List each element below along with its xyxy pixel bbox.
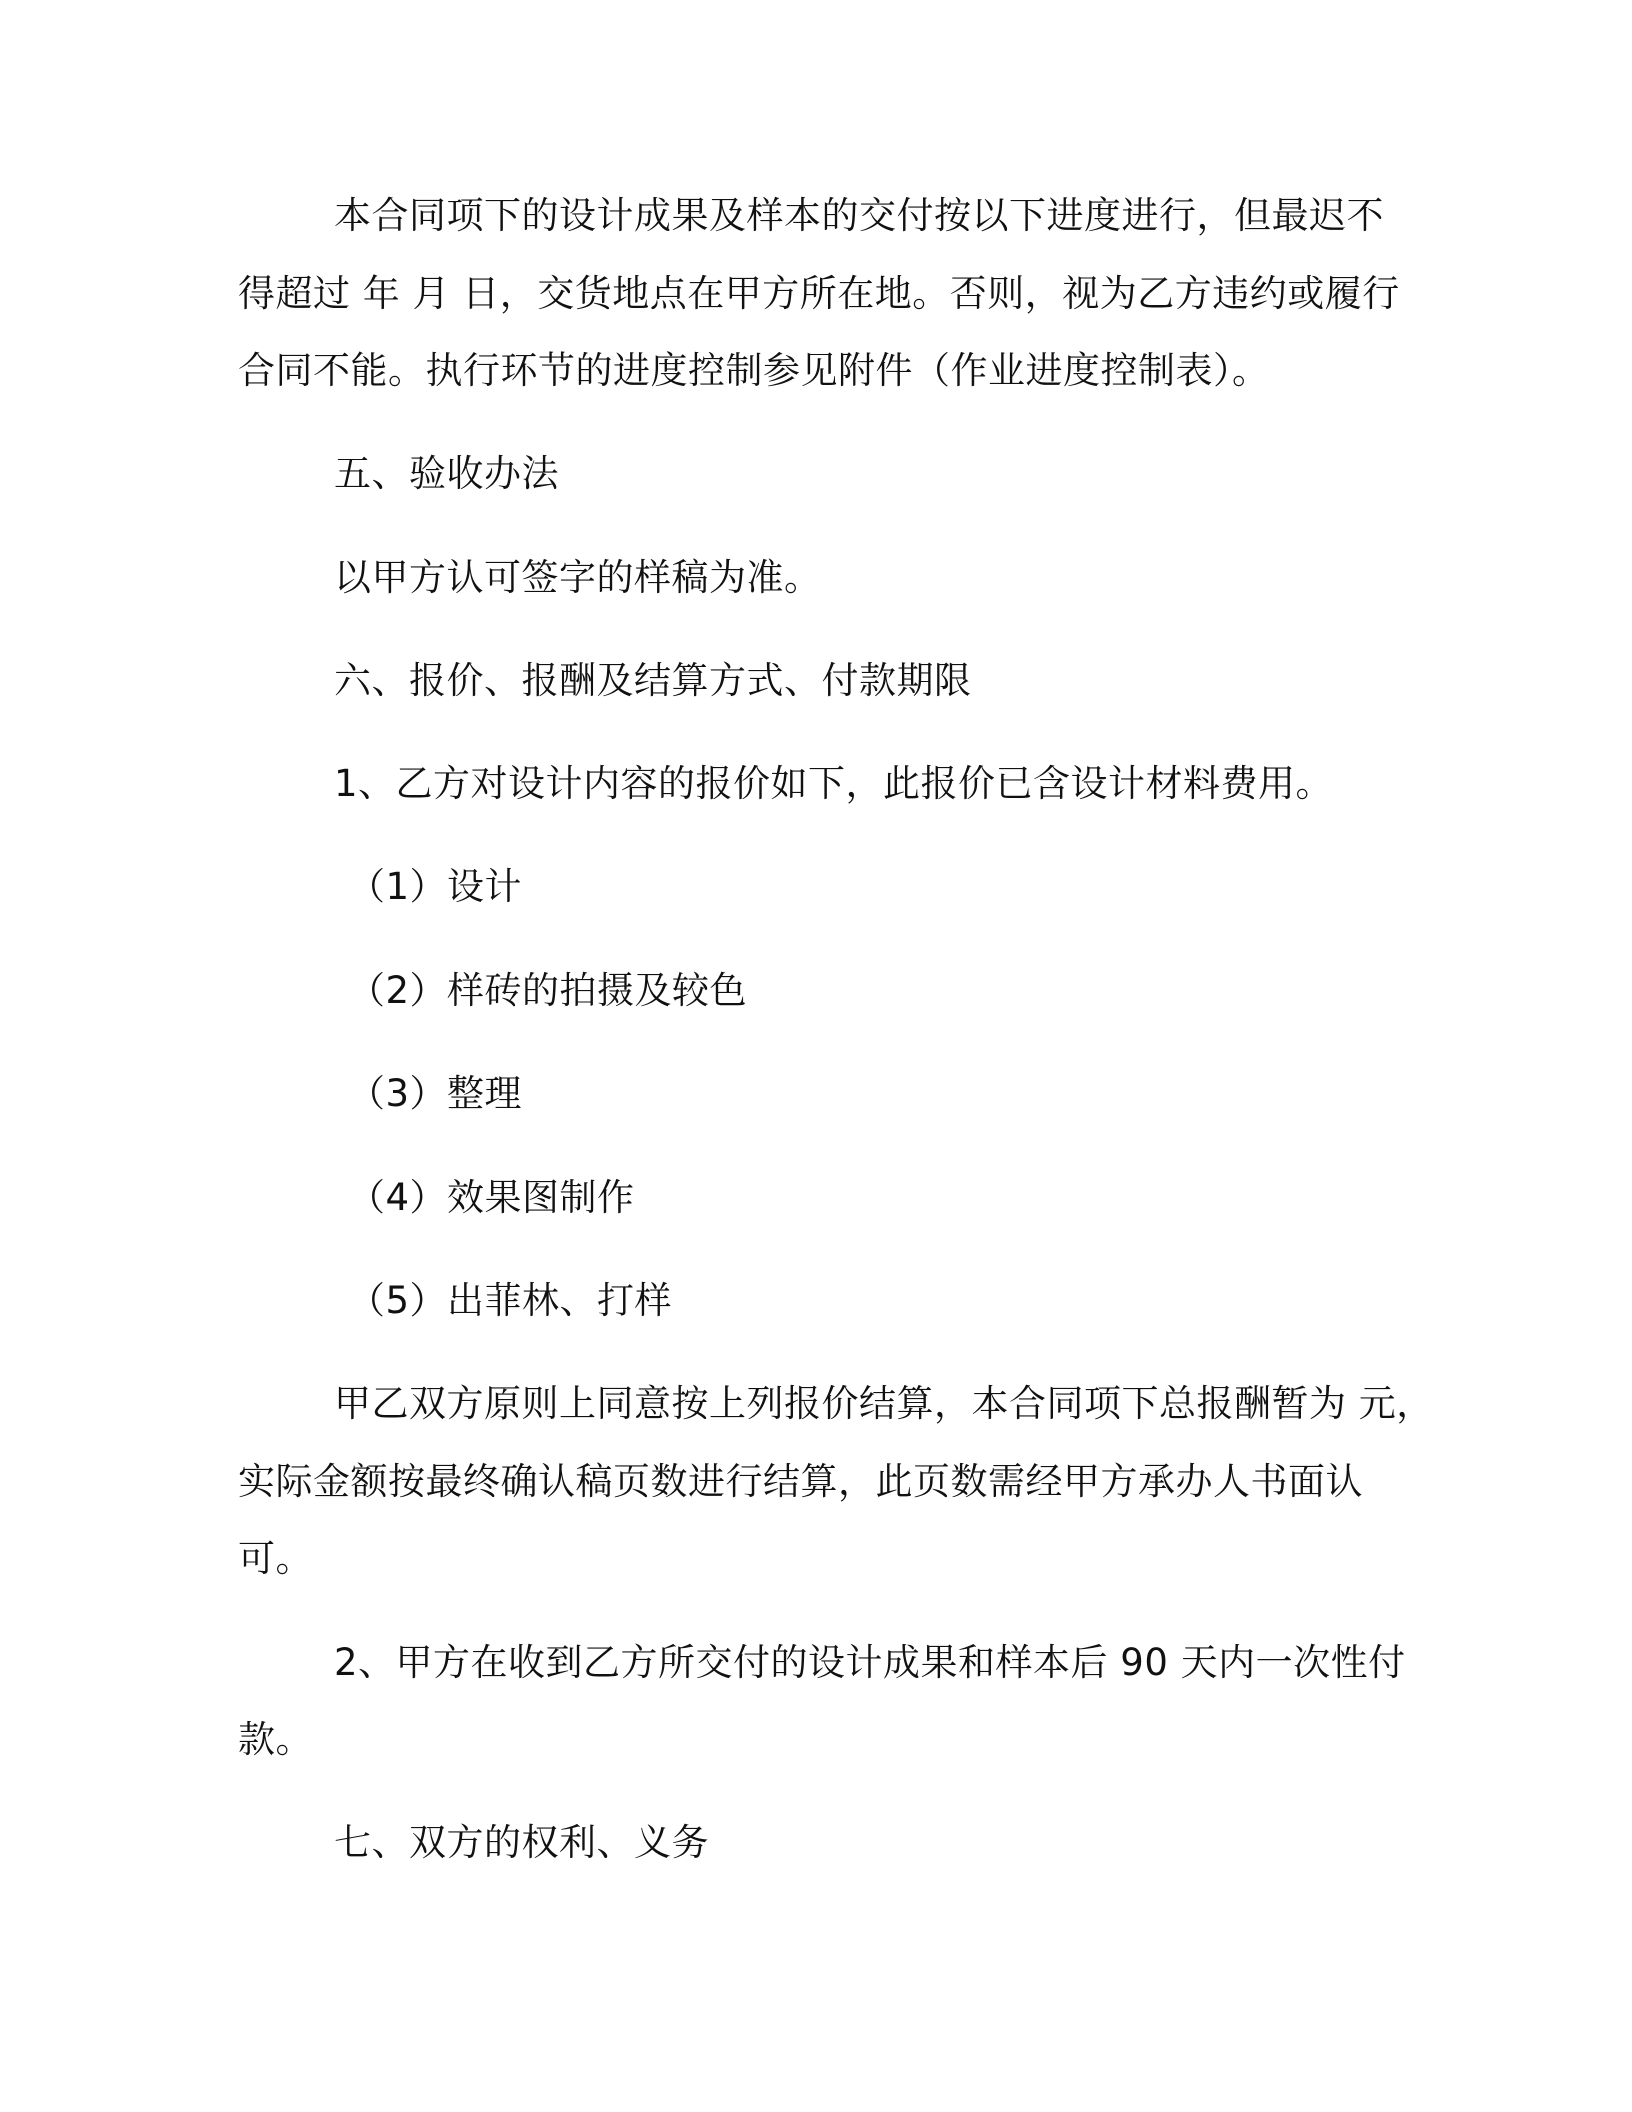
section-5-text: 以甲方认可签字的样稿为准。 <box>334 556 822 599</box>
settlement-line-1: 甲乙双方原则上同意按上列报价结算，本合同项下总报酬暂为 元， <box>334 1382 1434 1425</box>
price-item: （2）样砖的拍摄及较色 <box>348 969 748 1012</box>
section-7-heading: 七、双方的权利、义务 <box>334 1821 709 1864</box>
price-item: （3）整理 <box>348 1072 523 1115</box>
section-5-heading: 五、验收办法 <box>334 452 559 495</box>
clause-2-line-2: 款。 <box>238 1718 313 1761</box>
section-6-heading: 六、报价、报酬及结算方式、付款期限 <box>334 659 972 702</box>
price-item: （5）出菲林、打样 <box>348 1279 673 1322</box>
delivery-line-2: 得超过 年 月 日，交货地点在甲方所在地。否则，视为乙方违约或履行 <box>238 272 1400 315</box>
settlement-line-3: 可。 <box>238 1537 313 1580</box>
delivery-line-1: 本合同项下的设计成果及样本的交付按以下进度进行，但最迟不 <box>334 194 1384 237</box>
clause-1-intro: 1、乙方对设计内容的报价如下，此报价已含设计材料费用。 <box>334 762 1334 805</box>
clause-2-line-1: 2、甲方在收到乙方所交付的设计成果和样本后 90 天内一次性付 <box>334 1641 1406 1684</box>
settlement-line-2: 实际金额按最终确认稿页数进行结算，此页数需经甲方承办人书面认 <box>238 1460 1363 1503</box>
price-item: （4）效果图制作 <box>348 1176 635 1219</box>
price-item: （1）设计 <box>348 865 523 908</box>
delivery-line-3: 合同不能。执行环节的进度控制参见附件（作业进度控制表）。 <box>238 349 1270 392</box>
